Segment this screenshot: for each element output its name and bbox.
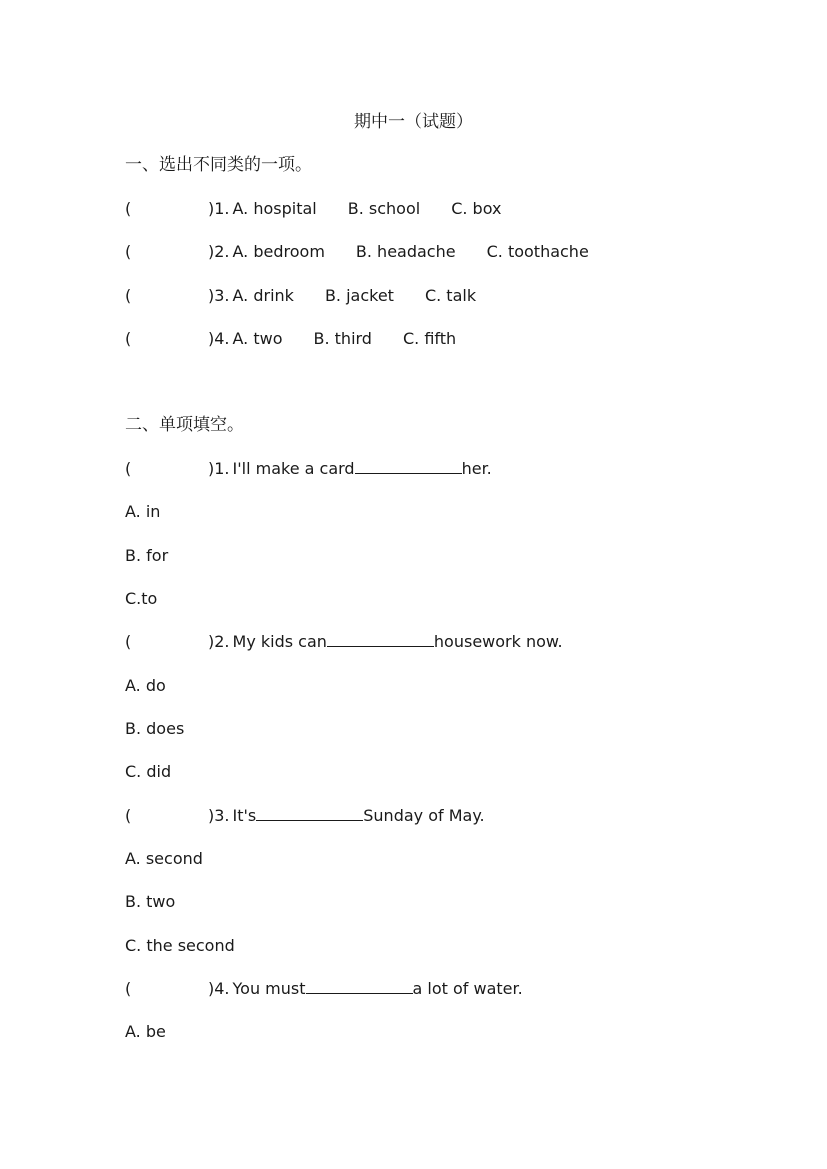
s2-q3-option-b: B. two <box>125 892 176 911</box>
fill-blank <box>355 458 462 474</box>
s2-q3-option-c: C. the second <box>125 936 235 955</box>
question-text-after: housework now. <box>433 632 563 651</box>
section1-heading: 一、选出不同类的一项。 <box>125 155 312 175</box>
option-a: A. bedroom <box>232 242 325 261</box>
s2-q2-option-a: A. do <box>125 676 166 695</box>
section2-heading: 二、单项填空。 <box>125 415 244 435</box>
s1-question-3 <box>125 285 476 307</box>
option-a: A. drink <box>232 286 294 305</box>
s2-q2-option-b: B. does <box>125 719 185 738</box>
answer-paren: ( <box>125 286 132 305</box>
question-number: )2. <box>208 632 230 651</box>
question-number: )2. <box>208 242 230 261</box>
answer-paren: ( <box>125 806 132 825</box>
fill-blank <box>306 978 413 994</box>
s2-q2-option-c: C. did <box>125 762 172 781</box>
question-number: )1. <box>208 459 230 478</box>
question-number: )3. <box>208 806 230 825</box>
answer-paren: ( <box>125 329 132 348</box>
fill-blank <box>256 805 363 821</box>
answer-paren: ( <box>125 459 132 478</box>
s2-q4-option-a: A. be <box>125 1022 166 1041</box>
option-b: B. jacket <box>324 286 394 305</box>
s2-question-1 <box>125 458 492 480</box>
question-text-after: a lot of water. <box>412 979 523 998</box>
fill-blank <box>327 631 434 647</box>
answer-paren: ( <box>125 979 132 998</box>
s2-q1-option-c: C.to <box>125 589 158 608</box>
question-text-before: My kids can <box>232 632 327 651</box>
option-a: A. two <box>232 329 283 348</box>
page-title: 期中一（试题） <box>354 112 473 132</box>
question-number: )4. <box>208 329 230 348</box>
s2-question-3 <box>125 805 485 827</box>
option-b: B. third <box>313 329 372 348</box>
option-a: A. hospital <box>232 199 317 218</box>
s1-question-2 <box>125 241 589 263</box>
question-text-before: I'll make a card <box>232 459 355 478</box>
question-text-before: You must <box>232 979 306 998</box>
question-number: )1. <box>208 199 230 218</box>
s2-question-4 <box>125 978 523 1000</box>
s1-question-1 <box>125 198 501 220</box>
s2-q3-option-a: A. second <box>125 849 203 868</box>
option-c: C. talk <box>424 286 477 305</box>
option-b: B. headache <box>355 242 456 261</box>
option-c: C. toothache <box>486 242 589 261</box>
option-c: C. box <box>451 199 502 218</box>
question-text-after: Sunday of May. <box>363 806 485 825</box>
answer-paren: ( <box>125 199 132 218</box>
answer-paren: ( <box>125 632 132 651</box>
option-c: C. fifth <box>402 329 457 348</box>
s2-q1-option-b: B. for <box>125 546 169 565</box>
question-number: )4. <box>208 979 230 998</box>
answer-paren: ( <box>125 242 132 261</box>
question-text-after: her. <box>461 459 492 478</box>
question-number: )3. <box>208 286 230 305</box>
question-text-before: It's <box>232 806 257 825</box>
s1-question-4 <box>125 328 456 350</box>
option-b: B. school <box>347 199 421 218</box>
s2-q1-option-a: A. in <box>125 502 161 521</box>
s2-question-2 <box>125 631 563 653</box>
